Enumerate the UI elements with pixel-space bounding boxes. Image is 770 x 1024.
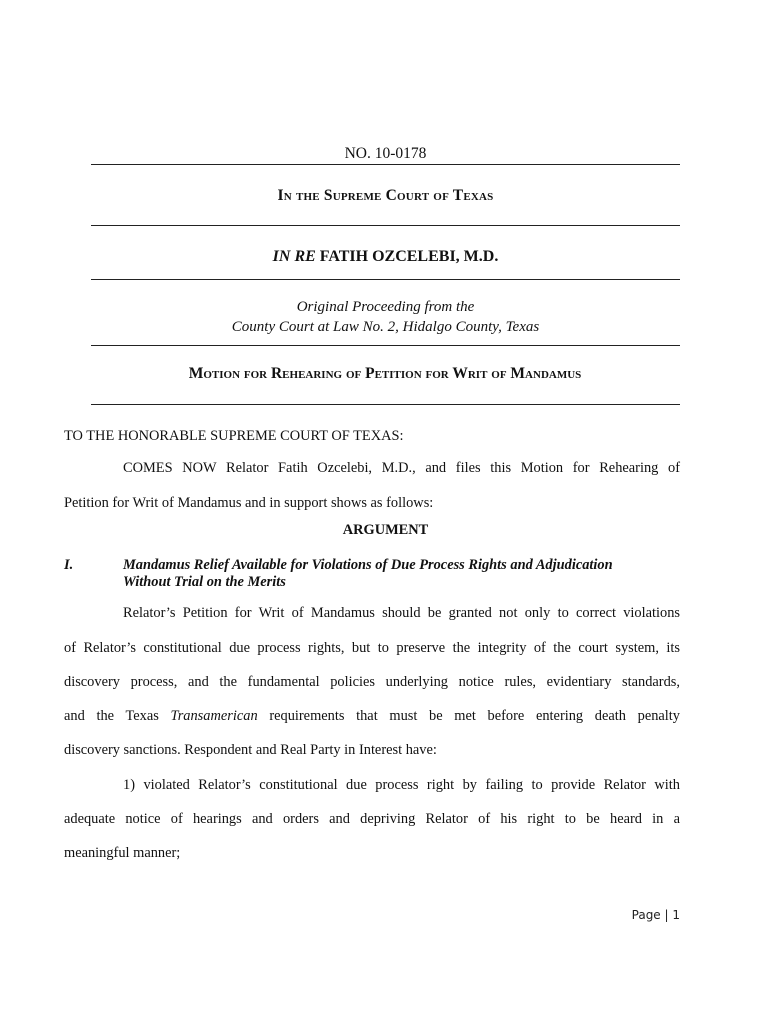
origin-line-2: County Court at Law No. 2, Hidalgo County, Texas [231,319,540,335]
body-line-8: meaningful manner; [64,845,181,861]
body-line-2: of Relator’s constitutional due process rights, but to preserve the integrity of the court system, its [64,640,680,656]
divider-rule [91,279,680,280]
court-name: In the Supreme Court of Texas [277,187,494,204]
section-number: I. [64,557,74,573]
section-title-line-2: Without Trial on the Merits [123,574,286,590]
salutation: TO THE HONORABLE SUPREME COURT OF TEXAS: [64,428,404,444]
origin-line-1: Original Proceeding from the [296,299,475,315]
case-citation: Transamerican [170,708,258,724]
in-re-party: FATIH OZCELEBI, M.D. [319,248,499,265]
intro-line-2: Petition for Writ of Mandamus and in support shows as follows: [64,495,434,511]
proceeding-origin [91,297,680,337]
body-line-7: adequate notice of hearings and orders and depriving Relator of his right to be heard in a [64,811,680,827]
page-number: Page | 1 [631,908,680,922]
body-line-6: 1) violated Relator’s constitutional due process right by failing to provide Relator with [123,777,680,793]
body-line-1: Relator’s Petition for Writ of Mandamus should be granted not only to correct violations [123,605,680,621]
in-re-caption [91,248,680,266]
divider-rule [91,404,680,405]
motion-title: Motion for Rehearing of Petition for Writ of Mandamus [188,365,582,382]
body-line-4-start: and the Texas [64,708,171,724]
body-line-5: discovery sanctions. Respondent and Real Party in Interest have: [64,742,437,758]
section-title [123,557,680,591]
body-line-3: discovery process, and the fundamental policies underlying notice rules, evidentiary standards, [64,674,680,690]
body-line-4-end: requirements that must be met before entering death penalty [257,708,680,724]
divider-rule [91,164,680,165]
section-title-line-1: Mandamus Relief Available for Violations of Due Process Rights and Adjudication [123,557,613,573]
case-number: NO. 10-0178 [344,145,427,162]
divider-rule [91,225,680,226]
argument-heading: ARGUMENT [342,522,429,538]
divider-rule [91,345,680,346]
in-re-prefix: IN RE [272,248,316,265]
intro-line-1: COMES NOW Relator Fatih Ozcelebi, M.D., and files this Motion for Rehearing of [123,460,680,476]
body-line-4 [64,706,680,726]
